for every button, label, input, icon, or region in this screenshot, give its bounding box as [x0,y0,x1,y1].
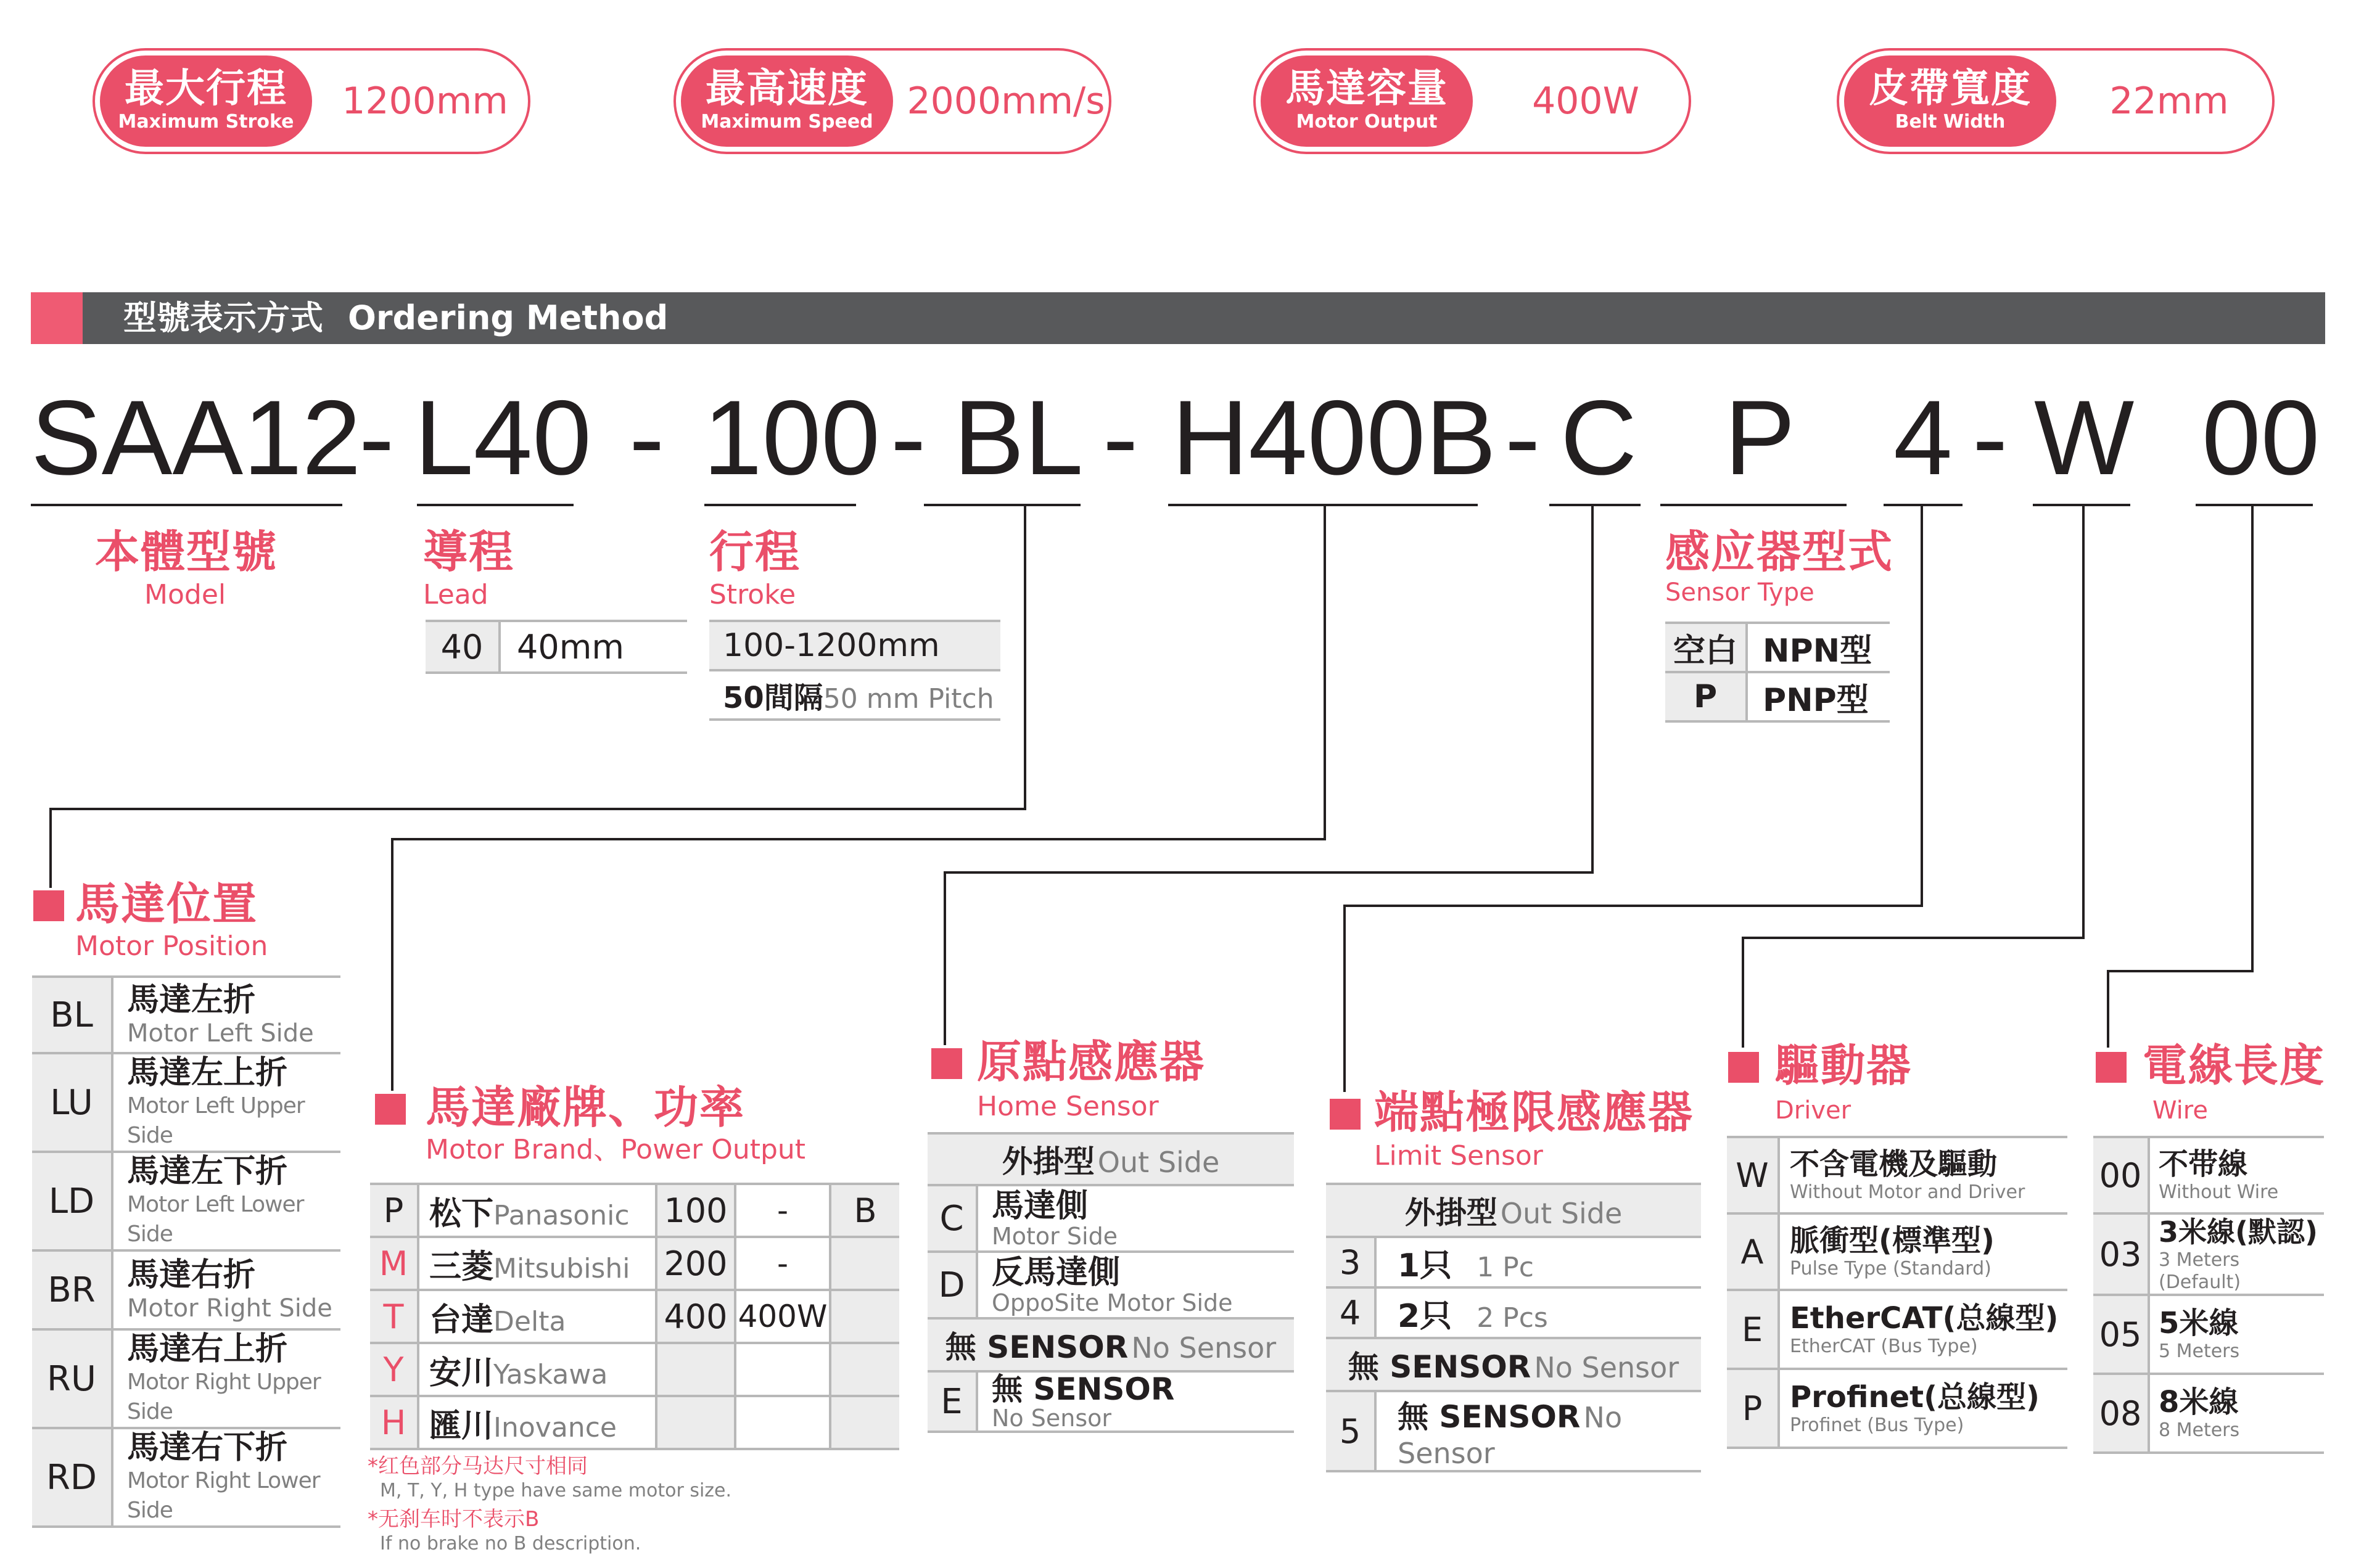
lead-title-zh: 導程 [423,526,515,578]
code-dash: - [1103,379,1139,497]
driver-en: Without Motor and Driver [1790,1181,2025,1203]
underline-sensor [1660,504,1847,506]
table-row [2093,1374,2324,1453]
table-row [709,670,1000,720]
code-stroke: 100 [703,379,880,497]
model-title-en: Model [144,579,226,610]
driver-zh: 脈衝型(標準型) [1790,1223,1995,1258]
home-en: Motor Side [992,1223,1118,1250]
home-en: No Sensor [1131,1331,1277,1365]
limit-code: 5 [1326,1391,1375,1471]
brand-power [656,1343,735,1396]
brand-note-1-en: M, T, Y, H type have same motor size. [380,1480,732,1501]
position-zh: 馬達左折 [127,982,256,1019]
position-zh: 馬達右折 [127,1257,256,1294]
spec-label-zh: 最大行程 [125,66,287,112]
brand-zh: 安川 [429,1354,494,1392]
spec-label-zh: 最高速度 [706,66,868,112]
position-zh: 馬達左下折 [127,1153,288,1190]
limit-en: 1 Pc [1477,1251,1534,1283]
position-table [32,975,340,1528]
brand-watt: - [735,1184,830,1237]
table-row [370,1396,899,1449]
spec-value: 2000mm/s [907,80,1105,123]
table-row [1326,1287,1701,1338]
spec-label-zh: 皮帶寬度 [1869,66,2032,112]
code-dash: - [359,379,395,497]
table-row [1326,1237,1701,1287]
connector-line [2082,506,2085,939]
sensor-value: PNP型 [1747,672,1890,721]
table-row [370,1290,899,1343]
brand-note-1: *红色部分马达尺寸相同 [368,1454,588,1479]
limit-zh: 無 SENSOR [1398,1399,1581,1435]
brand-note-2-en: If no brake no B description. [380,1533,641,1554]
section-marker [1330,1099,1361,1130]
stroke-title-en: Stroke [709,579,796,610]
home-zh: 反馬達側 [992,1254,1121,1291]
connector-line [1742,937,1744,1048]
code-home: C [1560,379,1637,497]
lead-value: 40mm [500,621,687,673]
brand-brake [830,1290,899,1343]
table-row [32,977,340,1053]
brand-watt [735,1343,830,1396]
table-row [370,1184,899,1237]
connector-line [1024,506,1026,810]
spec-value: 22mm [2109,80,2229,123]
brand-brake [830,1237,899,1290]
table-row [32,1428,340,1527]
home-sub-en: Out Side [1097,1146,1220,1179]
stroke-range: 100-1200mm [709,621,1000,670]
table-row [1665,672,1890,721]
code-limit: 4 [1893,379,1953,497]
driver-zh: 不含電機及驅動 [1790,1147,1998,1181]
limit-zh: 無 SENSOR [1348,1349,1531,1385]
wire-en: 3 Meters (Default) [2159,1249,2241,1293]
home-en: No Sensor [992,1405,1112,1432]
connector-line [49,808,52,888]
limit-sub-en: Out Side [1500,1197,1623,1230]
table-row [928,1371,1294,1432]
limit-zh: 2只 [1398,1297,1452,1335]
table-row [32,1152,340,1250]
table-row [32,1250,340,1329]
wire-table [2093,1136,2324,1454]
connector-line [2107,970,2109,1048]
position-code: LD [32,1152,112,1250]
stroke-pitch-en: 50 mm Pitch [823,683,994,715]
brand-en: Inovance [493,1411,617,1443]
brand-title-zh: 馬達廠牌、功率 [426,1082,746,1133]
table-row [1727,1290,2067,1369]
home-code: E [928,1371,977,1432]
spec-motor-output [1253,48,1691,154]
spec-max-speed [673,48,1111,154]
limit-table [1326,1183,1701,1472]
table-row [1326,1338,1701,1391]
model-title-zh: 本體型號 [95,526,278,578]
connector-line [1324,506,1326,840]
code-dash: - [1972,379,2008,497]
driver-code: A [1727,1213,1779,1290]
brand-code: M [370,1237,418,1290]
spec-label-en: Maximum Stroke [118,111,294,133]
underline-motor [1168,504,1478,506]
brand-note-2: *无刹车时不表示B [368,1507,540,1532]
position-zh: 馬達右下折 [127,1429,288,1466]
brand-brake [830,1343,899,1396]
driver-table [1727,1136,2067,1449]
limit-title-en: Limit Sensor [1374,1140,1543,1172]
wire-code: 00 [2093,1137,2149,1213]
home-code: D [928,1252,977,1318]
driver-zh: Profinet(总線型) [1790,1380,2040,1414]
position-code: BL [32,977,112,1053]
brand-en: Panasonic [493,1199,630,1231]
brand-title-en: Motor Brand、Power Output [426,1134,806,1165]
brand-zh: 三菱 [429,1248,494,1286]
driver-code: E [1727,1290,1779,1369]
limit-en: 2 Pcs [1477,1302,1548,1334]
brand-zh: 松下 [429,1195,494,1233]
table-row [1665,623,1890,672]
position-code: LU [32,1053,112,1152]
limit-en: No Sensor [1534,1351,1679,1384]
section-marker [33,890,64,921]
table-row [1727,1213,2067,1290]
position-code: RU [32,1329,112,1428]
table-row [2093,1295,2324,1374]
stroke-title-zh: 行程 [709,526,801,578]
home-zh: 無 SENSOR [945,1329,1129,1365]
sensor-value: NPN型 [1747,623,1890,672]
sensor-title-zh: 感应器型式 [1665,526,1894,578]
wire-code: 03 [2093,1213,2149,1295]
spec-label-en: Maximum Speed [701,111,873,133]
limit-code: 3 [1326,1237,1375,1287]
table-row [928,1185,1294,1252]
sensor-code: P [1665,672,1747,721]
brand-zh: 台達 [429,1301,494,1339]
sensor-table [1665,622,1890,723]
code-lead: L40 [414,379,591,497]
spec-value: 1200mm [342,80,508,123]
wire-title-en: Wire [2152,1096,2208,1125]
underline-lead [417,504,574,506]
home-code: C [928,1185,977,1252]
section-marker [1728,1052,1759,1083]
driver-code: P [1727,1369,1779,1448]
underline-stroke [704,504,856,506]
header-title-zh: 型號表示方式 [123,298,323,337]
wire-title-zh: 電線長度 [2143,1040,2326,1091]
lead-code: 40 [426,621,500,673]
code-model: SAA12 [31,379,361,497]
brand-en: Yaskawa [493,1358,608,1390]
table-row [1727,1137,2067,1213]
code-dash: - [629,379,665,497]
position-en: Motor Left Upper Side [127,1093,305,1148]
brand-en: Delta [493,1305,566,1337]
brand-code: Y [370,1343,418,1396]
wire-code: 05 [2093,1295,2149,1374]
connector-line [391,838,393,1091]
brand-power: 400 [656,1290,735,1343]
sensor-code: 空白 [1665,623,1747,672]
lead-table [426,620,687,674]
underline-limit [1884,504,1963,506]
limit-zh: 1只 [1398,1247,1452,1284]
spec-max-stroke [93,48,530,154]
wire-zh: 5米線 [2159,1306,2239,1340]
connector-line [944,871,946,1045]
brand-watt: - [735,1237,830,1290]
driver-title-en: Driver [1775,1096,1851,1125]
table-row [928,1252,1294,1318]
limit-code: 4 [1326,1287,1375,1338]
table-row [370,1343,899,1396]
table-row [1326,1184,1701,1237]
code-sensor: P [1724,379,1795,497]
connector-line [1742,937,2085,939]
position-code: BR [32,1250,112,1329]
position-title-en: Motor Position [75,930,268,962]
position-title-zh: 馬達位置 [75,878,258,930]
connector-line [944,871,1594,874]
position-en: Motor Left Lower Side [127,1192,304,1247]
section-marker [2096,1052,2127,1083]
home-zh: 馬達側 [992,1188,1089,1225]
sensor-title-en: Sensor Type [1665,578,1814,607]
brand-table [370,1183,899,1450]
underline-driver [2033,504,2130,506]
driver-zh: EtherCAT(总線型) [1790,1301,2059,1336]
driver-en: EtherCAT (Bus Type) [1790,1336,1978,1357]
table-row [2093,1137,2324,1213]
driver-code: W [1727,1137,1779,1213]
position-zh: 馬達右上折 [127,1331,288,1368]
lead-title-en: Lead [423,579,488,610]
driver-en: Pulse Type (Standard) [1790,1258,1991,1279]
wire-zh: 不带線 [2159,1147,2248,1181]
connector-line [49,808,1026,810]
spec-belt-width [1837,48,2275,154]
home-en: OppoSite Motor Side [992,1289,1233,1316]
brand-power: 200 [656,1237,735,1290]
wire-code: 08 [2093,1374,2149,1453]
limit-en: No Sensor [1398,1401,1623,1470]
section-marker [931,1048,962,1079]
stroke-pitch-zh: 50間隔 [723,680,823,715]
table-row [928,1318,1294,1371]
brand-watt [735,1396,830,1449]
brand-code: T [370,1290,418,1343]
position-en: Motor Right Side [127,1294,332,1323]
spec-value: 400W [1532,80,1639,123]
connector-line [391,838,1326,840]
position-en: Motor Left Side [127,1019,314,1048]
limit-title-zh: 端點極限感應器 [1374,1086,1694,1138]
home-sub-zh: 外掛型 [1002,1144,1095,1180]
wire-zh: 8米線 [2159,1385,2239,1419]
section-marker [375,1094,406,1125]
code-driver: W [2034,379,2135,497]
brand-watt: 400W [735,1290,830,1343]
header-title-en: Ordering Method [348,298,669,337]
table-row [32,1053,340,1152]
table-row [426,621,687,673]
underline-home [1549,504,1641,506]
brand-brake: B [830,1184,899,1237]
connector-line [1591,506,1594,874]
spec-label-zh: 馬達容量 [1285,66,1448,112]
connector-line [2251,506,2254,972]
home-zh: 無 SENSOR [992,1371,1175,1407]
brand-code: H [370,1396,418,1449]
connector-line [1921,506,1923,907]
home-title-en: Home Sensor [977,1091,1159,1122]
position-en: Motor Right Upper Side [127,1369,321,1424]
table-row [32,1329,340,1428]
wire-en: 5 Meters [2159,1340,2240,1362]
table-row [709,621,1000,670]
spec-label-en: Motor Output [1296,111,1438,133]
brand-zh: 匯川 [429,1407,494,1445]
brand-code: P [370,1184,418,1237]
code-wire: 00 [2202,379,2320,497]
wire-zh: 3米線(默認) [2159,1215,2318,1249]
limit-sub-zh: 外掛型 [1404,1195,1497,1231]
spec-label-en: Belt Width [1895,111,2006,133]
home-table [928,1132,1294,1433]
code-motor: H400B [1172,379,1496,497]
wire-en: Without Wire [2159,1181,2279,1203]
underline-wire [2196,504,2313,506]
position-code: RD [32,1428,112,1527]
code-dash: - [891,379,926,497]
connector-line [1343,905,1346,1092]
underline-model [31,504,342,506]
brand-brake [830,1396,899,1449]
code-dash: - [1505,379,1541,497]
code-position: BL [954,379,1084,497]
connector-line [2107,970,2254,972]
table-row [928,1133,1294,1185]
table-row [1727,1369,2067,1448]
wire-en: 8 Meters [2159,1419,2240,1441]
brand-en: Mitsubishi [493,1252,630,1284]
connector-line [1343,905,1923,907]
underline-position [924,504,1081,506]
brand-power [656,1396,735,1449]
brand-power: 100 [656,1184,735,1237]
position-zh: 馬達左上折 [127,1054,288,1091]
stroke-table [709,620,1000,721]
driver-en: Profinet (Bus Type) [1790,1414,1964,1436]
section-header-title [123,292,668,344]
table-row [2093,1213,2324,1295]
table-row [1326,1391,1701,1471]
home-title-zh: 原點感應器 [977,1036,1206,1088]
position-en: Motor Right Lower Side [127,1468,320,1523]
driver-title-zh: 驅動器 [1775,1040,1913,1091]
table-row [370,1237,899,1290]
header-accent [31,292,83,344]
